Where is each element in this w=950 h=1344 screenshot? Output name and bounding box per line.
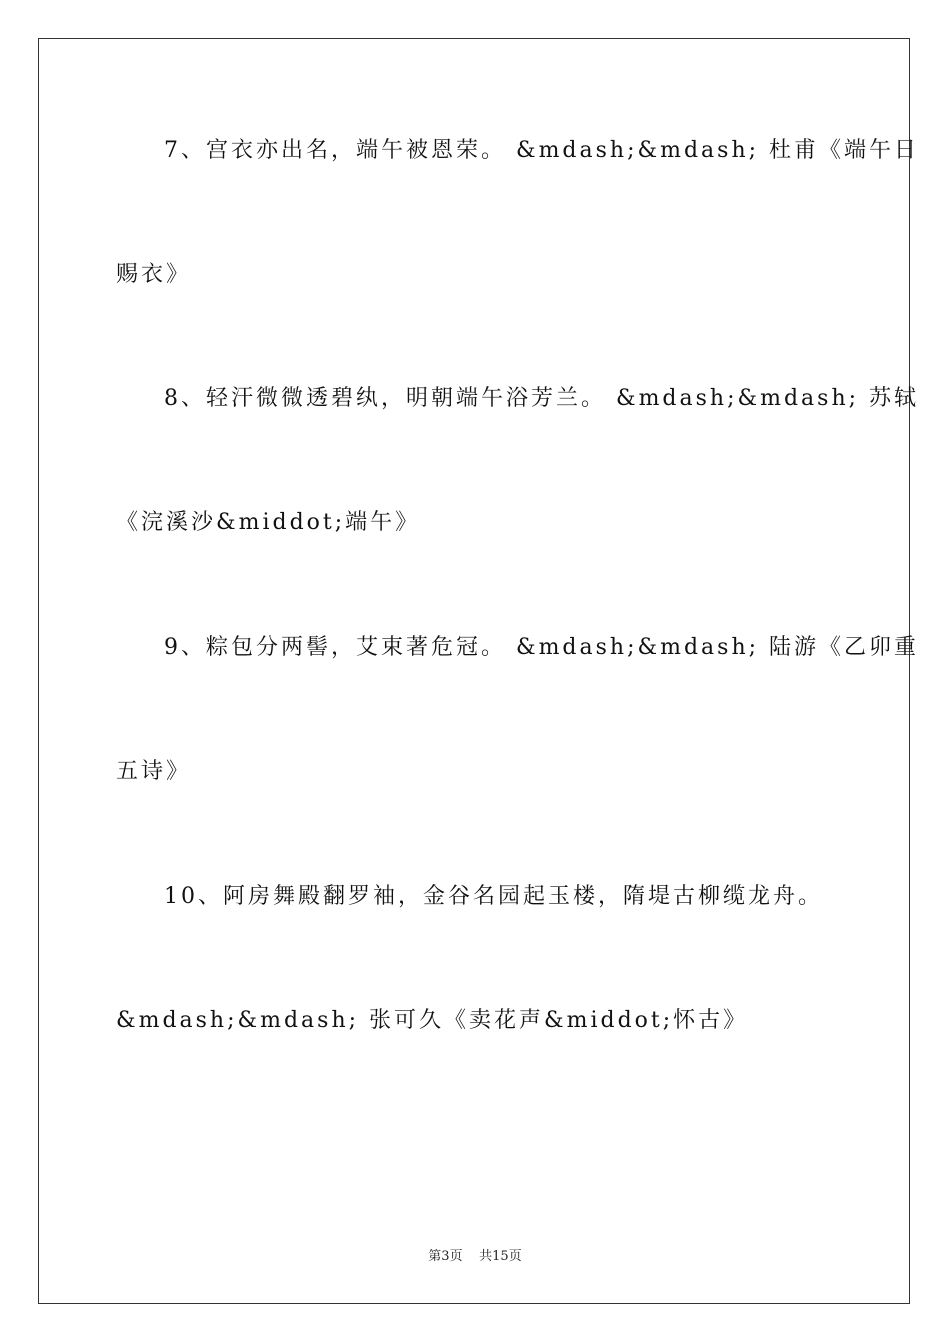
poem-8-line-2: 《浣溪沙&middot;端午》: [116, 510, 421, 535]
poem-10-line-2: &mdash;&mdash; 张可久《卖花声&middot;怀古》: [116, 1008, 749, 1033]
page-suffix: 页: [449, 1249, 463, 1264]
total-pages: 15: [492, 1249, 509, 1264]
poem-8-line-1: 8、轻汗微微透碧纨，明朝端午浴芳兰。 &mdash;&mdash; 苏轼: [164, 386, 920, 411]
total-prefix: 共: [479, 1249, 493, 1264]
total-suffix: 页: [508, 1249, 522, 1264]
page-number: 3: [441, 1249, 450, 1264]
poem-7-line-1: 7、宫衣亦出名，端午被恩荣。 &mdash;&mdash; 杜甫《端午日: [164, 138, 920, 163]
poem-9-line-2: 五诗》: [116, 759, 192, 784]
poem-7-line-2: 赐衣》: [116, 262, 192, 287]
page-frame: [38, 38, 920, 1304]
page-footer: [0, 1248, 950, 1266]
page-prefix: 第: [428, 1249, 442, 1264]
poem-10-line-1: 10、阿房舞殿翻罗袖，金谷名园起玉楼，隋堤古柳缆龙舟。: [164, 884, 823, 909]
poem-9-line-1: 9、粽包分两髻，艾束著危冠。 &mdash;&mdash; 陆游《乙卯重: [164, 635, 920, 660]
